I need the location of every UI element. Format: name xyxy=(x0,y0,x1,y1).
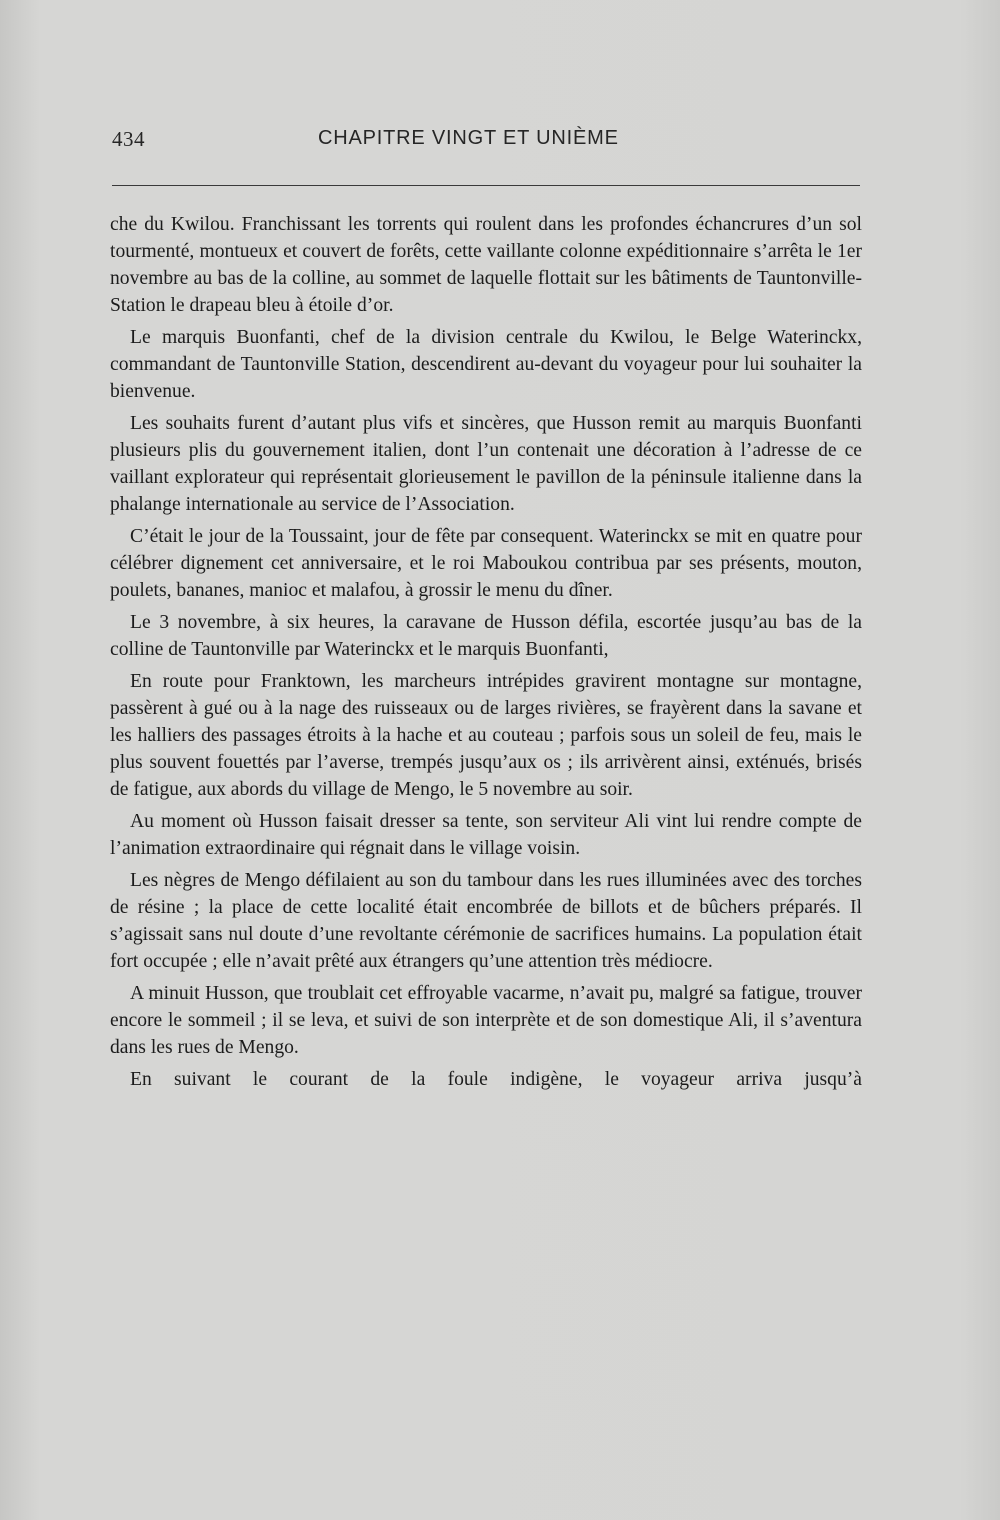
paragraph: A minuit Husson, que troublait cet effroyable vacarme, n’avait pu, malgré sa fatigue, trouver encore le sommeil ; il se leva, et suivi de son interprète et de son domestique Ali, il s’aventura dans les rues de Mengo. xyxy=(110,983,862,1058)
paragraph: Le 3 novembre, à six heures, la caravane de Husson défila, escortée jusqu’au bas de la colline de Tauntonville par Waterinckx et le marquis Buonfanti, xyxy=(110,612,862,660)
running-title: CHAPITRE VINGT ET UNIÈME xyxy=(318,127,619,149)
paragraph: Les nègres de Mengo défilaient au son du tambour dans les rues illuminées avec des torches de résine ; la place de cette localité était encombrée de billots et de bûchers préparés. Il s’agissait sans nul doute d’une revoltante cérémonie de sacrifices humains. La population était fort occupée ; elle n’avait prêté aux étrangers qu’une attention très médiocre. xyxy=(110,870,862,972)
paragraph: C’était le jour de la Toussaint, jour de fête par consequent. Waterinckx se mit en quatre pour célébrer dignement cet anniversaire, et le roi Maboukou contribua par ses présents, mouton, poulets, bananes, manioc et malafou, à grossir le menu du dîner. xyxy=(110,526,862,601)
header-rule xyxy=(112,185,860,186)
paragraph: Les souhaits furent d’autant plus vifs et sincères, que Husson remit au marquis Buonfanti plusieurs plis du gouvernement italien, dont l’un contenait une décoration à l’adresse de ce vaillant explorateur qui représentait glorieusement le pavillon de la péninsule italienne dans la phalange internationale au service de l’Association. xyxy=(110,413,862,515)
paragraph: En route pour Franktown, les marcheurs intrépides gravirent montagne sur montagne, passèrent à gué ou à la nage des ruisseaux ou de larges rivières, se frayèrent dans la savane et les halliers des passages étroits à la hache et au couteau ; parfois sous un soleil de feu, mais le plus souvent fouettés par l’averse, trempés jusqu’aux os ; ils arrivèrent ainsi, exténués, brisés de fatigue, aux abords du village de Mengo, le 5 novembre au soir. xyxy=(110,671,862,800)
paragraph: Le marquis Buonfanti, chef de la division centrale du Kwilou, le Belge Waterinckx, commandant de Tauntonville Station, descendirent au-devant du voyageur pour lui souhaiter la bienvenue. xyxy=(110,327,862,402)
paragraph: che du Kwilou. Franchissant les torrents qui roulent dans les profondes échancrures d’un sol tourmenté, montueux et couvert de forêts, cette vaillante colonne expéditionnaire s’arrêta le 1er novembre au bas de la colline, au sommet de laquelle flottait sur les bâtiments de Tauntonville-Station le drapeau bleu à étoile d’or. xyxy=(110,214,862,316)
page-number: 434 xyxy=(112,127,145,151)
page-header xyxy=(112,127,860,159)
paragraph: En suivant le courant de la foule indigène, le voyageur arriva jusqu’à xyxy=(130,1069,862,1090)
paragraph: Au moment où Husson faisait dresser sa tente, son serviteur Ali vint lui rendre compte de l’animation extraordinaire qui régnait dans le village voisin. xyxy=(110,811,862,859)
body-text xyxy=(110,211,862,1098)
